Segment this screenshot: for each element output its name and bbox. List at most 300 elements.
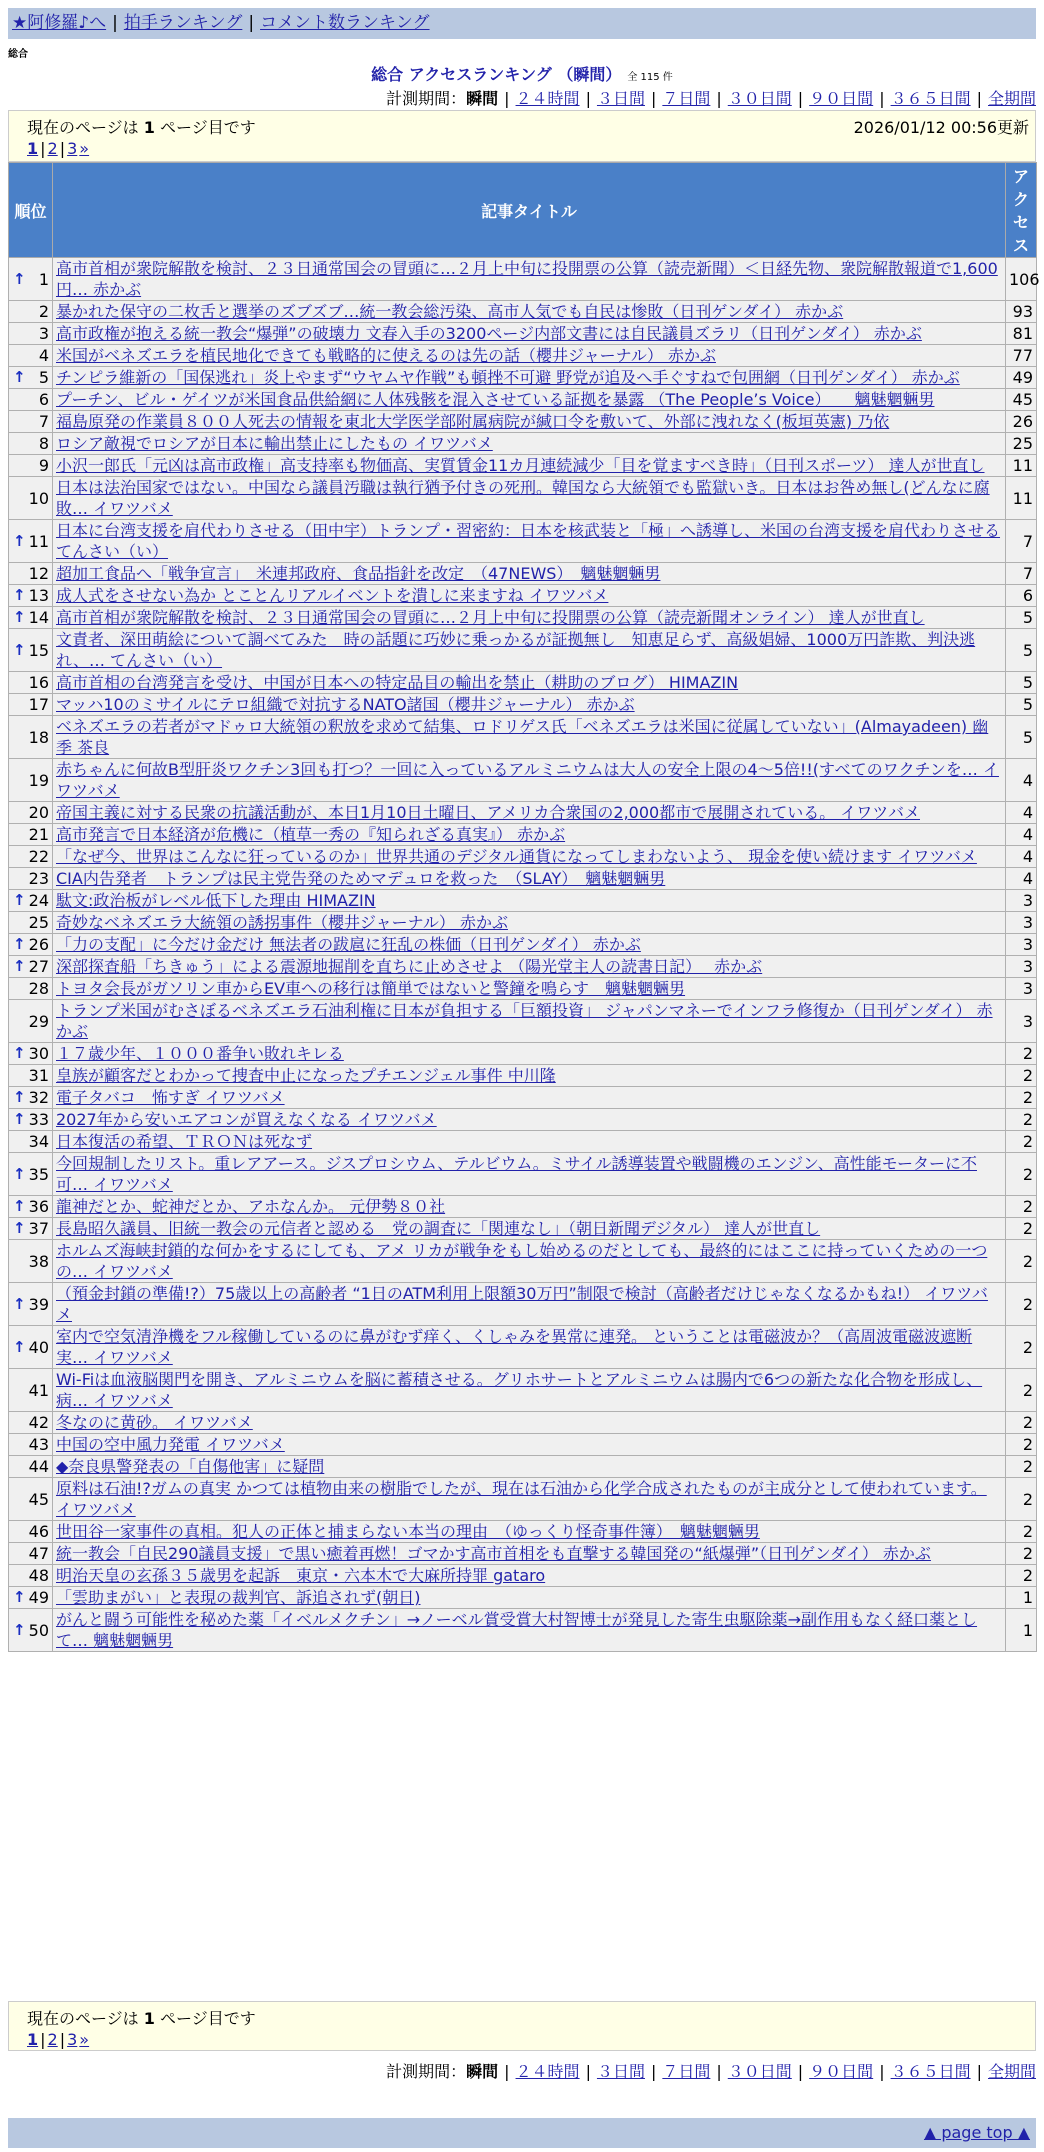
rank-cell (9, 672, 53, 694)
period-selector-bottom (386, 2059, 1036, 2082)
rank-number: 10 (28, 488, 49, 508)
title-cell (53, 934, 1006, 956)
rank-number: 23 (28, 869, 49, 888)
page-title (0, 62, 1044, 85)
title-cell (53, 607, 1006, 629)
rank-number: 28 (28, 979, 49, 998)
access-cell: 3 (1006, 912, 1037, 934)
up-arrow-icon: ↑ (13, 1110, 26, 1128)
period-selector-top (386, 86, 1036, 109)
rank-cell (9, 824, 53, 846)
title-cell (53, 802, 1006, 824)
table-row (9, 1240, 1037, 1283)
page-link[interactable]: 2 (47, 139, 58, 158)
table-row (9, 846, 1037, 868)
article-link[interactable]: 深部探査船「ちきゅう」による震源地掘削を直ちに止めさせよ （陽光堂主人の読書日記） 赤かぶ (56, 957, 763, 976)
rank-number: 11 (28, 531, 49, 551)
rank-cell (9, 258, 53, 301)
article-link[interactable]: 文責者、深田萌絵について調べてみた 時の話題に巧妙に乗っかるが証拠無し 知恵足らず、高級娼婦、1000万円詐欺、判決逃れ、… てんさい（い） (56, 630, 976, 670)
article-link[interactable]: 世田谷一家事件の真相。犯人の正体と捕まらない本当の理由 （ゆっくり怪奇事件簿） 魑魅魍魎男 (56, 1522, 760, 1541)
period-link[interactable]: ３６５日間 (890, 89, 971, 108)
title-cell (53, 389, 1006, 411)
title-cell (53, 323, 1006, 345)
table-row (9, 1609, 1037, 1652)
rank-cell (9, 477, 53, 520)
table-row (9, 1412, 1037, 1434)
rank-number: 34 (28, 1132, 49, 1151)
up-arrow-icon: ↑ (13, 1219, 26, 1237)
rank-cell (9, 802, 53, 824)
period-current: 瞬間 (466, 89, 499, 108)
article-link[interactable]: トランプ米国がむさぼるベネズエラ石油利権に日本が負担する「巨額投資」 ジャパンマネーでインフラ修復か（日刊ゲンダイ） 赤かぶ (56, 1001, 993, 1041)
rank-number: 47 (28, 1544, 49, 1563)
article-link[interactable]: マッハ10のミサイルにテロ組織で対抗するNATO諸国（櫻井ジャーナル） 赤かぶ (56, 695, 635, 714)
article-link[interactable]: 「力の支配」に今だけ金だけ 無法者の跋扈に狂乱の株価（日刊ゲンダイ） 赤かぶ (56, 935, 641, 954)
period-separator: | (504, 2062, 510, 2081)
article-link[interactable]: Wi-Fiは血液脳関門を開き、アルミニウムを脳に蓄積させる。グリホサートとアルミニウムは腸内で6つの新たな化合物を形成し、病… イワツバメ (56, 1370, 983, 1410)
table-row (9, 1587, 1037, 1609)
access-cell: 3 (1006, 978, 1037, 1000)
article-link[interactable]: 「なぜ今、世界はこんなに狂っているのか」世界共通のデジタル通貨になってしまわないよう、 現金を使い続けます イワツバメ (56, 847, 977, 866)
rank-cell (9, 1218, 53, 1240)
rank-cell (9, 1369, 53, 1412)
access-cell: 3 (1006, 1000, 1037, 1043)
table-row (9, 890, 1037, 912)
rank-cell (9, 694, 53, 716)
table-row (9, 1369, 1037, 1412)
page-link[interactable]: 3 (67, 139, 78, 158)
up-arrow-icon: ↑ (13, 891, 26, 909)
page-separator: | (40, 2030, 46, 2049)
title-cell (53, 1109, 1006, 1131)
rank-number: 41 (28, 1380, 49, 1400)
article-link[interactable]: 統一教会「自民290議員支援」で黒い癒着再燃！ゴマかす高市首相をも直撃する韓国発の“紙爆弾”（日刊ゲンダイ） 赤かぶ (56, 1544, 931, 1563)
access-cell: 45 (1006, 389, 1037, 411)
rank-cell (9, 1412, 53, 1434)
rank-cell (9, 585, 53, 607)
title-cell (53, 258, 1006, 301)
table-row (9, 868, 1037, 890)
table-row (9, 258, 1037, 301)
article-link[interactable]: 電子タバコ 怖すぎ イワツバメ (56, 1088, 285, 1107)
table-row (9, 1434, 1037, 1456)
table-row (9, 1109, 1037, 1131)
rank-cell (9, 433, 53, 455)
period-link[interactable]: ３０日間 (727, 89, 792, 108)
title-cell (53, 367, 1006, 389)
access-cell: 5 (1006, 607, 1037, 629)
title-cell (53, 585, 1006, 607)
title-cell (53, 629, 1006, 672)
article-link[interactable]: 高市首相が衆院解散を検討、２３日通常国会の冒頭に…２月上中旬に投開票の公算（読売新聞）＜日経先物、衆院解散報道で1,600円… 赤かぶ (56, 259, 998, 299)
home-link[interactable]: ★阿修羅♪へ (12, 13, 107, 33)
table-row (9, 1521, 1037, 1543)
title-cell (53, 1240, 1006, 1283)
page-top-link[interactable]: ▲ page top ▲ (923, 2123, 1030, 2142)
period-link[interactable]: ２４時間 (515, 89, 580, 108)
article-link[interactable]: 日本復活の希望、ＴＲＯＮは死なず (56, 1132, 313, 1151)
period-link[interactable]: 全期間 (987, 2062, 1036, 2081)
rank-number: 46 (28, 1522, 49, 1541)
rank-number: 14 (28, 608, 49, 627)
period-separator: | (585, 2062, 591, 2081)
article-link[interactable]: 福島原発の作業員８００人死去の情報を東北大学医学部附属病院が緘口令を敷いて、外部に洩れなく(板垣英憲) 乃依 (56, 412, 890, 431)
article-link[interactable]: チンピラ維新の「国保逃れ」炎上やまず“ウヤムヤ作戦”も頓挫不可避 野党が追及へ手ぐすねで包囲網（日刊ゲンダイ） 赤かぶ (56, 368, 960, 387)
rank-number: 26 (28, 935, 49, 954)
access-cell: 6 (1006, 585, 1037, 607)
total-count: 全 115 件 (627, 72, 673, 83)
table-row (9, 1456, 1037, 1478)
rank-number: 49 (28, 1588, 49, 1607)
article-link[interactable]: 小沢一郎氏「元凶は高市政権」高支持率も物価高、実質賃金11カ月連続減少「目を覚ますべき時」（日刊スポーツ） 達人が世直し (56, 456, 985, 475)
article-link[interactable]: （預金封鎖の準備!?）75歳以上の高齢者 “1日のATM利用上限額30万円”制限で検討（高齢者だけじゃなくなるかもね!） イワツバメ (56, 1284, 988, 1324)
title-cell (53, 1369, 1006, 1412)
table-row (9, 389, 1037, 411)
period-link[interactable]: ７日間 (662, 2062, 711, 2081)
access-cell: 5 (1006, 629, 1037, 672)
title-cell (53, 1412, 1006, 1434)
title-cell (53, 1587, 1006, 1609)
rank-number: 13 (28, 586, 49, 605)
access-cell: 2 (1006, 1283, 1037, 1326)
access-cell: 2 (1006, 1543, 1037, 1565)
up-arrow-icon: ↑ (13, 1620, 26, 1639)
access-cell: 26 (1006, 411, 1037, 433)
access-cell: 81 (1006, 323, 1037, 345)
rank-number: 43 (28, 1435, 49, 1454)
access-cell: 2 (1006, 1218, 1037, 1240)
up-arrow-icon: ↑ (13, 957, 26, 975)
article-link[interactable]: トヨタ会長がガソリン車からEV車への移行は簡単ではないと警鐘を鳴らす 魑魅魍魎男 (56, 979, 686, 998)
top-nav-bar (8, 8, 1036, 39)
title-cell (53, 956, 1006, 978)
page-link[interactable]: 3 (67, 2030, 78, 2049)
up-arrow-icon: ↑ (13, 531, 26, 550)
access-cell: 2 (1006, 1434, 1037, 1456)
article-link[interactable]: 「雲助まがい」と表現の裁判官、訴追されず(朝日) (56, 1588, 421, 1607)
title-cell (53, 1565, 1006, 1587)
access-cell: 2 (1006, 1478, 1037, 1521)
period-link[interactable]: ３日間 (596, 89, 645, 108)
period-link[interactable]: ２４時間 (515, 2062, 580, 2081)
next-page-link[interactable]: » (79, 2030, 90, 2049)
rank-cell (9, 1043, 53, 1065)
rank-number: 39 (28, 1294, 49, 1314)
rank-cell (9, 520, 53, 563)
access-cell: 7 (1006, 520, 1037, 563)
rank-number: 7 (38, 412, 49, 431)
nav-separator: | (248, 13, 255, 33)
article-link[interactable]: CIA内告発者 トランプは民主党告発のためマデュロを救った （SLAY） 魑魅魍魎男 (56, 869, 666, 888)
table-row (9, 824, 1037, 846)
title-cell (53, 455, 1006, 477)
rank-cell (9, 389, 53, 411)
table-row (9, 345, 1037, 367)
article-link[interactable]: 高市首相の台湾発言を受け、中国が日本への特定品目の輸出を禁止（耕助のブログ） HIMAZIN (56, 673, 739, 692)
page-title-text: 総合 アクセスランキング （瞬間） (371, 65, 622, 84)
period-separator: | (797, 89, 804, 108)
access-cell: 77 (1006, 345, 1037, 367)
period-separator: | (716, 2062, 722, 2081)
rank-cell (9, 934, 53, 956)
access-cell: 4 (1006, 868, 1037, 890)
article-link[interactable]: 暴かれた保守の二枚舌と選挙のズブズブ…統一教会総汚染、高市人気でも自民は惨敗（日刊ゲンダイ） 赤かぶ (56, 302, 844, 321)
access-cell: 2 (1006, 1412, 1037, 1434)
period-label: 計測期間： (386, 2062, 467, 2081)
rank-cell (9, 1587, 53, 1609)
rank-number: 36 (28, 1197, 49, 1216)
rank-cell (9, 1153, 53, 1196)
title-cell (53, 868, 1006, 890)
period-link[interactable]: ３６５日間 (890, 2062, 971, 2081)
article-link[interactable]: 奇妙なベネズエラ大統領の誘拐事件（櫻井ジャーナル） 赤かぶ (56, 913, 508, 932)
table-row (9, 367, 1037, 389)
bottom-bar (8, 2118, 1036, 2148)
rank-number: 6 (38, 390, 49, 409)
title-cell (53, 1609, 1006, 1652)
article-link[interactable]: 明治天皇の玄孫３５歳男を起訴 東京・六本木で大麻所持罪 gataro (56, 1566, 546, 1585)
rank-number: 27 (28, 957, 49, 976)
access-cell: 2 (1006, 1153, 1037, 1196)
access-cell: 93 (1006, 301, 1037, 323)
article-link[interactable]: 長島昭久議員、旧統一教会の元信者と認める 党の調査に「関連なし」（朝日新聞デジタル） 達人が世直し (56, 1219, 821, 1238)
rank-number: 21 (28, 825, 49, 844)
rank-cell (9, 367, 53, 389)
rank-number: 30 (28, 1044, 49, 1063)
title-cell (53, 978, 1006, 1000)
up-arrow-icon: ↑ (13, 368, 26, 386)
rank-cell (9, 868, 53, 890)
rank-header: 順位 (9, 163, 53, 258)
updated-timestamp: 2026/01/12 00:56更新 (853, 118, 1029, 137)
clap-ranking-link[interactable]: 拍手ランキング (123, 13, 243, 33)
period-separator: | (650, 89, 657, 108)
title-cell (53, 433, 1006, 455)
up-arrow-icon: ↑ (13, 1294, 26, 1313)
table-row (9, 563, 1037, 585)
title-cell (53, 1283, 1006, 1326)
rank-number: 18 (28, 727, 49, 747)
up-arrow-icon: ↑ (13, 1164, 26, 1183)
table-row (9, 607, 1037, 629)
article-link[interactable]: 中国の空中風力発電 イワツバメ (56, 1435, 285, 1454)
table-row (9, 759, 1037, 802)
current-page-text: 現在のページは 1 ページ目です (27, 2009, 256, 2028)
table-row (9, 802, 1037, 824)
rank-number: 32 (28, 1088, 49, 1107)
rank-number: 48 (28, 1566, 49, 1585)
article-link[interactable]: ◆奈良県警発表の「自傷他害」に疑問 (56, 1457, 325, 1476)
title-cell (53, 345, 1006, 367)
article-link[interactable]: 2027年から安いエアコンが買えなくなる イワツバメ (56, 1110, 437, 1129)
page-info-top (8, 110, 1036, 162)
rank-cell (9, 563, 53, 585)
rank-cell (9, 345, 53, 367)
table-row (9, 301, 1037, 323)
next-page-link[interactable]: » (79, 139, 90, 158)
access-cell: 1 (1006, 1587, 1037, 1609)
article-link[interactable]: 高市発言で日本経済が危機に（植草一秀の『知られざる真実』） 赤かぶ (56, 825, 566, 844)
rank-cell (9, 1565, 53, 1587)
period-separator: | (879, 2062, 885, 2081)
up-arrow-icon: ↑ (13, 1044, 26, 1062)
article-link[interactable]: 駄文:政治板がレベル低下した理由 HIMAZIN (56, 891, 376, 910)
rank-number: 22 (28, 847, 49, 866)
article-link[interactable]: 皇族が顧客だとわかって捜査中止になったプチエンジェル事件 中川隆 (56, 1066, 556, 1085)
up-arrow-icon: ↑ (13, 1588, 26, 1606)
rank-number: 45 (28, 1489, 49, 1509)
table-row (9, 1478, 1037, 1521)
rank-number: 17 (28, 695, 49, 714)
title-cell (53, 912, 1006, 934)
table-row (9, 1065, 1037, 1087)
table-row (9, 1543, 1037, 1565)
access-cell: 49 (1006, 367, 1037, 389)
access-cell: 2 (1006, 1369, 1037, 1412)
period-separator: | (797, 2062, 804, 2081)
rank-number: 12 (28, 564, 49, 583)
table-row (9, 433, 1037, 455)
rank-cell (9, 1478, 53, 1521)
article-link[interactable]: 日本は法治国家ではない。中国なら議員汚職は執行猶予付きの死刑。韓国なら大統領でも監獄いき。日本はお咎め無し(どんなに腐敗… イワツバメ (56, 478, 990, 518)
title-cell (53, 694, 1006, 716)
title-header: 記事タイトル (53, 163, 1006, 258)
article-link[interactable]: 米国がベネズエラを植民地化できても戦略的に使えるのは先の話（櫻井ジャーナル） 赤かぶ (56, 346, 716, 365)
article-link[interactable]: 龍神だとか、蛇神だとか、アホなんか。 元伊勢８０社 (56, 1197, 446, 1216)
rank-number: 38 (28, 1251, 49, 1271)
article-link[interactable]: 原料は石油!?ガムの真実 かつては植物由来の樹脂でしたが、現在は石油から化学合成されたものが主成分として使われています。 イワツバメ (56, 1479, 987, 1519)
table-row (9, 455, 1037, 477)
period-link[interactable]: ３０日間 (727, 2062, 792, 2081)
pagination-top (27, 139, 91, 158)
title-cell (53, 1478, 1006, 1521)
up-arrow-icon: ↑ (13, 1197, 26, 1215)
rank-cell (9, 1434, 53, 1456)
title-cell (53, 411, 1006, 433)
rank-cell (9, 1456, 53, 1478)
period-link[interactable]: ７日間 (662, 89, 711, 108)
period-separator: | (976, 89, 982, 108)
up-arrow-icon: ↑ (13, 640, 26, 659)
article-link[interactable]: ロシア敵視でロシアが日本に輸出禁止にしたもの イワツバメ (56, 434, 493, 453)
access-cell: 5 (1006, 716, 1037, 759)
up-arrow-icon: ↑ (13, 1337, 26, 1356)
article-link[interactable]: 室内で空気清浄機をフル稼働しているのに鼻がむず痒く、くしゃみを異常に連発。 ということは電磁波か？（高周波電磁波遮断実… イワツバメ (56, 1327, 973, 1367)
page-separator: | (59, 139, 66, 158)
page-link[interactable]: 1 (27, 2030, 39, 2049)
rank-number: 8 (38, 434, 49, 453)
up-arrow-icon: ↑ (13, 935, 26, 953)
access-cell: 2 (1006, 1456, 1037, 1478)
rank-cell (9, 1109, 53, 1131)
access-cell: 25 (1006, 433, 1037, 455)
table-row (9, 716, 1037, 759)
rank-cell (9, 411, 53, 433)
rank-number: 25 (28, 913, 49, 932)
article-link[interactable]: 超加工食品へ「戦争宣言」 米連邦政府、食品指針を改定 （47NEWS） 魑魅魍魎男 (56, 564, 661, 583)
rank-cell (9, 1065, 53, 1087)
title-cell (53, 824, 1006, 846)
table-row (9, 585, 1037, 607)
table-row (9, 411, 1037, 433)
period-label: 計測期間： (386, 89, 467, 108)
article-link[interactable]: がんと闘う可能性を秘めた薬「イベルメクチン」→ノーベル賞受賞大村智博士が発見した寄生虫駆除薬→副作用もなく経口薬として… 魑魅魍魎男 (56, 1610, 978, 1650)
article-link[interactable]: 高市首相が衆院解散を検討、２３日通常国会の冒頭に…２月上中旬に投開票の公算（読売新聞オンライン） 達人が世直し (56, 608, 925, 627)
comment-ranking-link[interactable]: コメント数ランキング (260, 13, 430, 33)
period-separator: | (504, 89, 510, 108)
access-cell: 2 (1006, 1131, 1037, 1153)
table-row (9, 672, 1037, 694)
period-link[interactable]: ９０日間 (809, 89, 874, 108)
access-cell: 106 (1006, 258, 1037, 301)
article-link[interactable]: 成人式をさせない為か とことんリアルイベントを潰しに来ますね イワツバメ (56, 586, 609, 605)
title-cell (53, 890, 1006, 912)
title-cell (53, 1196, 1006, 1218)
article-link[interactable]: 今回規制したリスト。重レアアース。ジスプロシウム、テルビウム。ミサイル誘導装置や戦闘機のエンジン、高性能モーターに不可… イワツバメ (56, 1154, 977, 1194)
table-row (9, 1196, 1037, 1218)
title-cell (53, 1000, 1006, 1043)
access-cell: 4 (1006, 824, 1037, 846)
rank-number: 31 (28, 1066, 49, 1085)
title-cell (53, 846, 1006, 868)
rank-cell (9, 323, 53, 345)
up-arrow-icon: ↑ (13, 1088, 26, 1106)
rank-cell (9, 301, 53, 323)
rank-number: 50 (28, 1620, 49, 1640)
rank-cell (9, 759, 53, 802)
title-cell (53, 1434, 1006, 1456)
access-cell: 4 (1006, 846, 1037, 868)
article-link[interactable]: 赤ちゃんに何故B型肝炎ワクチン3回も打つ？一回に入っているアルミニウムは大人の安全上限の4〜5倍!!(すべてのワクチンを… イワツバメ (56, 760, 999, 800)
table-row (9, 1153, 1037, 1196)
access-cell: 3 (1006, 956, 1037, 978)
access-cell: 4 (1006, 802, 1037, 824)
page-link[interactable]: 1 (27, 139, 39, 158)
title-cell (53, 1218, 1006, 1240)
access-cell: 3 (1006, 934, 1037, 956)
article-link[interactable]: 帝国主義に対する民衆の抗議活動が、本日1月10日土曜日、アメリカ合衆国の2,000都市で展開されている。 イワツバメ (56, 803, 920, 822)
period-link[interactable]: ３日間 (596, 2062, 645, 2081)
article-link[interactable]: 冬なのに黄砂。 イワツバメ (56, 1413, 253, 1432)
article-link[interactable]: ホルムズ海峡封鎖的な何かをするにしても、アメ リカが戦争をもし始めるのだとしても、最終的にはここに持っていくための一つの… イワツバメ (56, 1241, 988, 1281)
pagination-bottom (27, 2030, 91, 2049)
table-row (9, 1087, 1037, 1109)
article-link[interactable]: 高市政権が抱える統一教会“爆弾”の破壊力 文春入手の3200ページ内部文書には自民議員ズラリ（日刊ゲンダイ） 赤かぶ (56, 324, 922, 343)
access-cell: 2 (1006, 1065, 1037, 1087)
access-cell: 5 (1006, 672, 1037, 694)
rank-cell (9, 956, 53, 978)
article-link[interactable]: 日本に台湾支援を肩代わりさせる（田中宇）トランプ・習密約：日本を核武装と「極」へ誘導し、米国の台湾支援を肩代わりさせる てんさい（い） (56, 521, 1001, 561)
title-cell (53, 1456, 1006, 1478)
period-separator: | (716, 89, 722, 108)
rank-cell (9, 912, 53, 934)
article-link[interactable]: １７歳少年、１０００番争い敗れキレる (56, 1044, 344, 1063)
access-cell: 3 (1006, 890, 1037, 912)
period-link[interactable]: ９０日間 (809, 2062, 874, 2081)
period-separator: | (976, 2062, 982, 2081)
table-row (9, 1043, 1037, 1065)
title-cell (53, 1153, 1006, 1196)
period-link[interactable]: 全期間 (987, 89, 1036, 108)
article-link[interactable]: ベネズエラの若者がマドゥロ大統領の釈放を求めて結集、ロドリゲス氏「ベネズエラは米国に従属していない」(Almayadeen) 幽季 茶良 (56, 717, 989, 757)
page-link[interactable]: 2 (47, 2030, 58, 2049)
table-row (9, 956, 1037, 978)
access-cell: 11 (1006, 477, 1037, 520)
title-cell (53, 759, 1006, 802)
article-link[interactable]: プーチン、ビル・ゲイツが米国食品供給網に人体残骸を混入させている証拠を暴露 （The People’s Voice） 魑魅魍魎男 (56, 390, 935, 409)
page-info-bottom (8, 2001, 1036, 2051)
access-cell: 11 (1006, 455, 1037, 477)
